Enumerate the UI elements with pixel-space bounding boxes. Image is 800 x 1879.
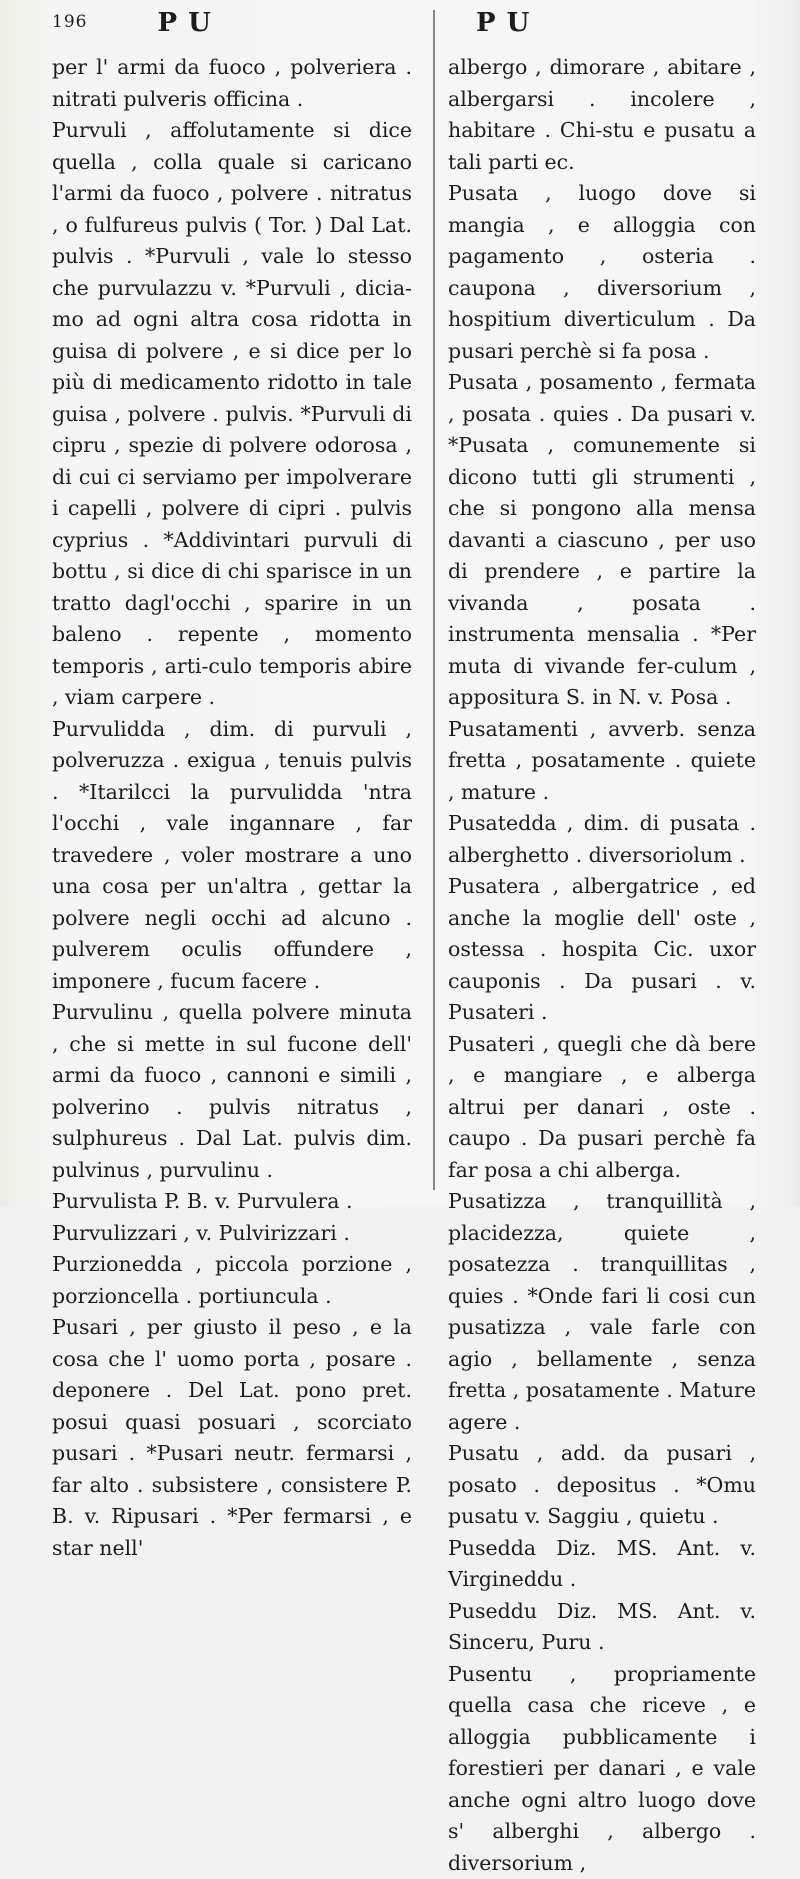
right-column xyxy=(448,52,756,1879)
entry: Pusateri , quegli che dà bere , e mangiare , e alberga altrui per danari , oste . caupo . Da pusari perchè fa far posa a chi alberga. xyxy=(448,1029,756,1187)
left-running-head: P U xyxy=(158,8,212,38)
entry: Pusata , luogo dove si mangia , e alloggia con pagamento , osteria . caupona , diversorium , hospitium diverticulum . Da pusari perchè si fa posa . xyxy=(448,178,756,367)
entry: Purvulinu , quella polvere minuta , che si mette in sul fucone dell' armi da fuoco , cannoni e simili , polverino . pulvis nitratus , sulphureus . Dal Lat. pulvis dim. pulvinus , purvulinu . xyxy=(52,997,412,1186)
entry: albergo , dimorare , abitare , albergarsi . incolere , habitare . Chi-stu e pusatu a tali parti ec. xyxy=(448,52,756,178)
left-header xyxy=(52,8,382,44)
column-divider xyxy=(433,10,435,1190)
entry: Pusentu , propriamente quella casa che riceve , e alloggia pubblicamente i forestieri per danari , e vale anche ogni altro luogo dove s' alberghi , albergo . diversorium , xyxy=(448,1659,756,1879)
entry: Pusata , posamento , fermata , posata . quies . Da pusari v. *Pusata , comunemente si dicono tutti gli strumenti , che si pongono alla mensa davanti a ciascuno , per uso di prendere , e partire la vivanda , posata . instrumenta mensalia . *Per muta di vivande fer-culum , appositura S. in N. v. Posa . xyxy=(448,367,756,714)
entry: Pusatamenti , avverb. senza fretta , posatamente . quiete , mature . xyxy=(448,714,756,809)
entry: Pusari , per giusto il peso , e la cosa che l' uomo porta , posare . deponere . Del Lat. pono pret. posui quasi posuari , scorciato pusari . *Pusari neutr. fermarsi , far alto . subsistere , consistere P. B. v. Ripusari . *Per fermarsi , e star nell' xyxy=(52,1312,412,1564)
left-column xyxy=(52,52,412,1564)
entry: Purvuli , affolutamente si dice quella , colla quale si caricano l'armi da fuoco , polvere . nitratus , o fulfureus pulvis ( Tor. ) Dal Lat. pulvis . *Purvuli , vale lo stesso che purvulazzu v. *Purvuli , dicia-mo ad ogni altra cosa ridotta in guisa di polvere , e si dice per lo più di medicamento ridotto in tale guisa , polvere . pulvis. *Purvuli di cipru , spezie di polvere odorosa , di cui ci serviamo per impolverare i capelli , polvere di cipri . pulvis cyprius . *Addivintari purvuli di bottu , si dice di chi sparisce in un tratto dagl'occhi , sparire in un baleno . repente , momento temporis , arti-culo temporis abire , viam carpere . xyxy=(52,115,412,714)
entry: Purzionedda , piccola porzione , porzioncella . portiuncula . xyxy=(52,1249,412,1312)
entry: Purvulidda , dim. di purvuli , polveruzza . exigua , tenuis pulvis . *Itarilcci la purvulidda 'ntra l'occhi , vale ingannare , far travedere , voler mostrare a uno una cosa per un'altra , gettar la polvere negli occhi ad alcuno . pulverem oculis offundere , imponere , fucum facere . xyxy=(52,714,412,998)
entry: Pusatera , albergatrice , ed anche la moglie dell' oste , ostessa . hospita Cic. uxor cauponis . Da pusari . v. Pusateri . xyxy=(448,871,756,1029)
entry: per l' armi da fuoco , polveriera . nitrati pulveris officina . xyxy=(52,52,412,115)
entry: Puseddu Diz. MS. Ant. v. Sinceru, Puru . xyxy=(448,1596,756,1659)
entry: Purvulizzari , v. Pulvirizzari . xyxy=(52,1218,412,1250)
page-number: 196 xyxy=(52,12,87,32)
entry: Pusatu , add. da pusari , posato . depositus . *Omu pusatu v. Saggiu , quietu . xyxy=(448,1438,756,1533)
entry: Purvulista P. B. v. Purvulera . xyxy=(52,1186,412,1218)
right-running-head: P U xyxy=(476,8,576,44)
entry: Pusatizza , tranquillità , placidezza, quiete , posatezza . tranquillitas , quies . *Onde fari li cosi cun pusatizza , vale farle con agio , bellamente , senza fretta , posatamente . Mature agere . xyxy=(448,1186,756,1438)
entry: Pusedda Diz. MS. Ant. v. Virgineddu . xyxy=(448,1533,756,1596)
entry: Pusatedda , dim. di pusata . alberghetto . diversoriolum . xyxy=(448,808,756,871)
